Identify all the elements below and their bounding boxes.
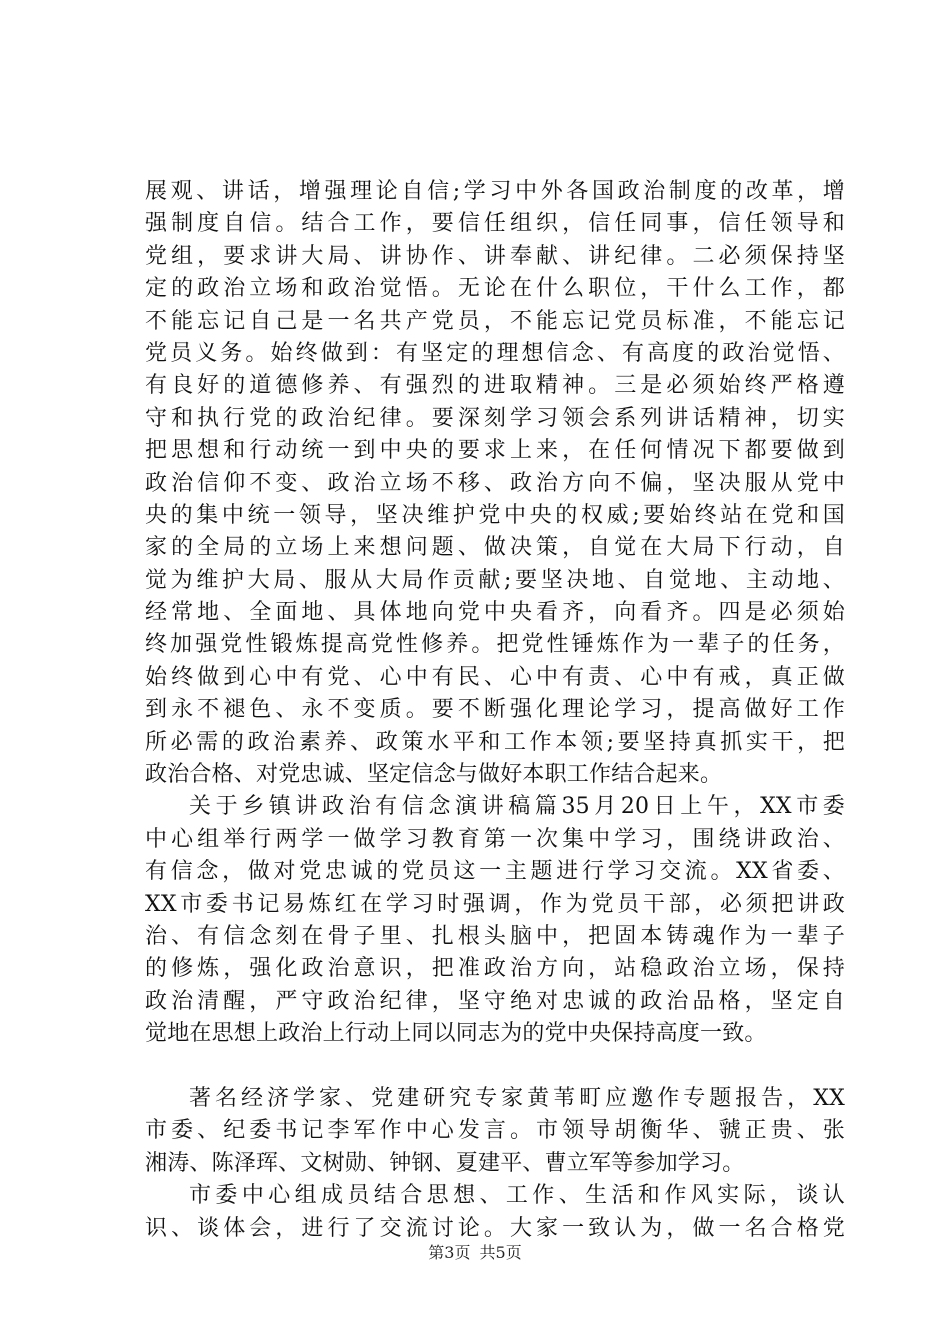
text-line: 党组，要求讲大局、讲协作、讲奉献、讲纪律。二必须保持坚 xyxy=(145,243,845,269)
text-line: 的修炼，强化政治意识，把准政治方向，站稳政治立场，保持 xyxy=(145,956,845,982)
page-total: 共5页 xyxy=(479,1243,522,1262)
text-line: 政治合格、对党忠诚、坚定信念与做好本职工作结合起来。 xyxy=(145,762,723,788)
text-line: 不能忘记自己是一名共产党员，不能忘记党员标准，不能忘记 xyxy=(145,308,845,334)
page-number: 第3页 xyxy=(428,1243,471,1262)
text-line: 强制度自信。结合工作，要信任组织，信任同事，信任领导和 xyxy=(145,211,845,237)
text-line: XX市委书记易炼红在学习时强调，作为党员干部，必须把讲政 xyxy=(145,891,845,917)
paragraph-start-line: 市委中心组成员结合思想、工作、生活和作风实际，谈认 xyxy=(189,1183,845,1209)
text-line: 所必需的政治素养、政策水平和工作本领;要坚持真抓实干，把 xyxy=(145,729,845,755)
text-line: 守和执行党的政治纪律。要深刻学习领会系列讲话精神，切实 xyxy=(145,405,845,431)
text-line: 中心组举行两学一做学习教育第一次集中学习，围绕讲政治、 xyxy=(145,826,845,852)
text-line: 觉地在思想上政治上行动上同以同志为的党中央保持高度一致。 xyxy=(145,1021,767,1047)
text-line: 定的政治立场和政治觉悟。无论在什么职位，干什么工作，都 xyxy=(145,276,845,302)
text-line: 政治清醒，严守政治纪律，坚守绝对忠诚的政治品格，坚定自 xyxy=(145,988,845,1014)
paragraph-start-line: 著名经济学家、党建研究专家黄苇町应邀作专题报告，XX xyxy=(189,1085,845,1111)
text-line: 终加强党性锻炼提高党性修养。把党性锤炼作为一辈子的任务， xyxy=(145,632,845,658)
paragraph-start-line: 关于乡镇讲政治有信念演讲稿篇35月20日上午，XX市委 xyxy=(189,794,845,820)
text-line: 政治信仰不变、政治立场不移、政治方向不偏，坚决服从党中 xyxy=(145,470,845,496)
text-line: 治、有信念刻在骨子里、扎根头脑中，把固本铸魂作为一辈子 xyxy=(145,923,845,949)
text-line: 党员义务。始终做到：有坚定的理想信念、有高度的政治觉悟、 xyxy=(145,340,845,366)
text-line: 有信念，做对党忠诚的党员这一主题进行学习交流。XX省委、 xyxy=(145,859,845,885)
text-line: 到永不褪色、永不变质。要不断强化理论学习，提高做好工作 xyxy=(145,697,845,723)
page-footer xyxy=(0,1243,950,1263)
document-body xyxy=(145,176,845,1245)
text-line: 把思想和行动统一到中央的要求上来，在任何情况下都要做到 xyxy=(145,438,845,464)
text-line: 央的集中统一领导，坚决维护党中央的权威;要始终站在党和国 xyxy=(145,502,845,528)
text-line: 市委、纪委书记李军作中心发言。市领导胡衡华、虢正贵、张 xyxy=(145,1118,845,1144)
text-line: 始终做到心中有党、心中有民、心中有责、心中有戒，真正做 xyxy=(145,664,845,690)
text-line: 湘涛、陈泽珲、文树勋、钟钢、夏建平、曹立军等参加学习。 xyxy=(145,1150,745,1176)
text-line: 经常地、全面地、具体地向党中央看齐，向看齐。四是必须始 xyxy=(145,600,845,626)
text-line: 有良好的道德修养、有强烈的进取精神。三是必须始终严格遵 xyxy=(145,373,845,399)
text-line: 家的全局的立场上来想问题、做决策，自觉在大局下行动，自 xyxy=(145,535,845,561)
text-line: 识、谈体会，进行了交流讨论。大家一致认为，做一名合格党 xyxy=(145,1215,845,1241)
paragraph-gap xyxy=(145,1051,845,1083)
text-line: 觉为维护大局、服从大局作贡献;要坚决地、自觉地、主动地、 xyxy=(145,567,845,593)
text-line: 展观、讲话，增强理论自信;学习中外各国政治制度的改革，增 xyxy=(145,179,845,204)
